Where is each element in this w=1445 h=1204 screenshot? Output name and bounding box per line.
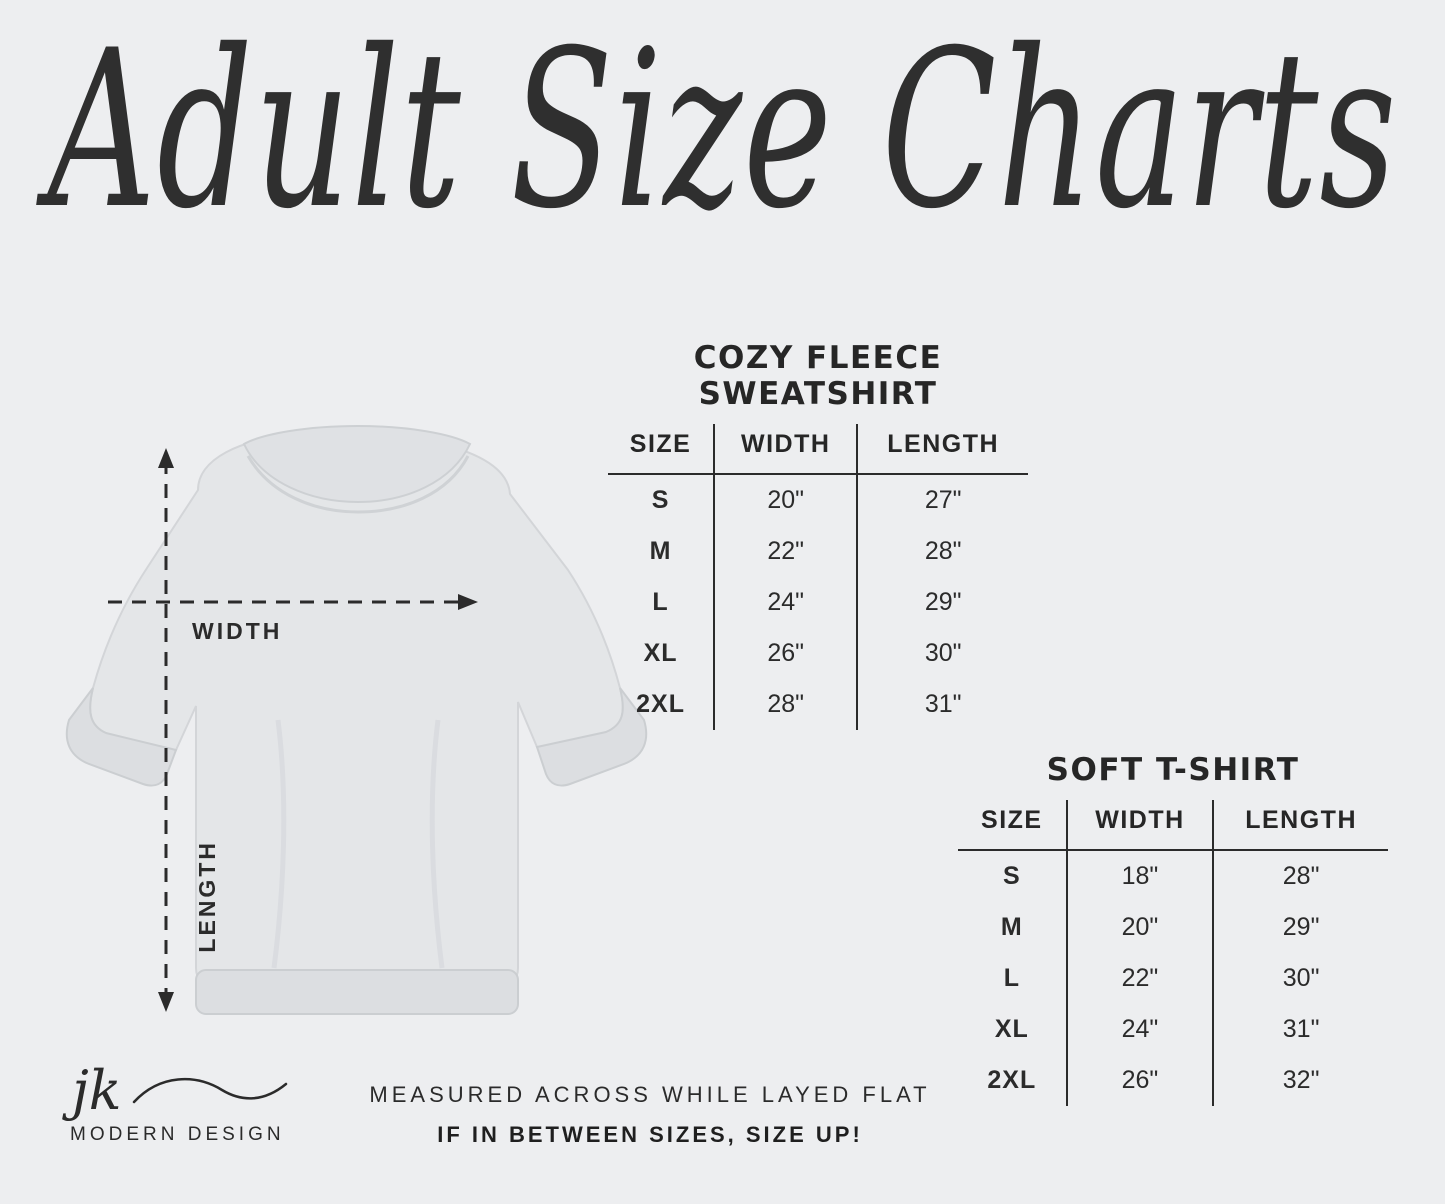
page-title-wrap — [0, 4, 1445, 258]
cell-size: XL — [958, 1004, 1067, 1055]
cell-length: 30" — [924, 639, 962, 667]
cell-width: 22" — [714, 526, 857, 577]
table-row — [608, 526, 1028, 577]
cell-length: 27" — [924, 486, 962, 514]
table-header-row — [608, 424, 1028, 474]
cell-length: 31" — [924, 690, 962, 718]
cell-size: S — [958, 850, 1067, 902]
logo-wordmark: MODERN DESIGN — [70, 1124, 285, 1145]
cell-length: 28" — [1282, 862, 1320, 890]
chart-title-sweatshirt: COZY FLEECE SWEATSHIRT — [693, 340, 943, 412]
column-header-width: WIDTH — [1067, 800, 1214, 850]
cell-width: 20" — [1067, 902, 1214, 953]
footer-note — [330, 1082, 970, 1148]
table-row — [608, 474, 1028, 526]
table-row — [958, 1055, 1388, 1106]
cell-width: 24" — [714, 577, 857, 628]
cell-size: XL — [608, 628, 714, 679]
garment-illustration — [48, 420, 648, 1060]
chart-title-tshirt: SOFT T-SHIRT — [1046, 752, 1300, 788]
table-row — [958, 953, 1388, 1004]
column-header-length: LENGTH — [887, 430, 1000, 458]
page-title: Adult Size Charts — [47, 4, 1398, 258]
cell-size: L — [608, 577, 714, 628]
cell-width: 28" — [714, 679, 857, 730]
table-row — [608, 679, 1028, 730]
cell-length: 31" — [1282, 1015, 1320, 1043]
cell-width: 22" — [1067, 953, 1214, 1004]
size-up-note: IF IN BETWEEN SIZES, SIZE UP! — [437, 1122, 863, 1147]
swoosh-icon — [130, 1068, 300, 1120]
cell-length: 32" — [1282, 1066, 1320, 1094]
table-row — [958, 902, 1388, 953]
cell-length: 29" — [924, 588, 962, 616]
cell-width: 26" — [714, 628, 857, 679]
cell-size: M — [608, 526, 714, 577]
column-header-width: WIDTH — [714, 424, 857, 474]
cell-width: 26" — [1067, 1055, 1214, 1106]
column-header-size: SIZE — [958, 800, 1067, 850]
logo-monogram: jk — [72, 1059, 122, 1122]
cell-size: 2XL — [958, 1055, 1067, 1106]
length-dimension-label: LENGTH — [194, 840, 220, 953]
cell-width: 18" — [1067, 850, 1214, 902]
cell-length: 28" — [924, 537, 962, 565]
cell-width: 20" — [714, 474, 857, 526]
sweatshirt-graphic — [48, 420, 648, 1060]
size-table-tshirt — [958, 800, 1388, 1106]
cell-size: S — [608, 474, 714, 526]
brand-logo — [60, 1059, 300, 1174]
cell-length: 30" — [1282, 964, 1320, 992]
size-chart-tshirt — [958, 752, 1388, 1106]
column-header-length: LENGTH — [1245, 806, 1358, 834]
cell-width: 24" — [1067, 1004, 1214, 1055]
cell-size: L — [958, 953, 1067, 1004]
table-row — [958, 1004, 1388, 1055]
table-header-row — [958, 800, 1388, 850]
cell-size: 2XL — [608, 679, 714, 730]
width-dimension-label: WIDTH — [192, 618, 283, 644]
measurement-note: MEASURED ACROSS WHILE LAYED FLAT — [369, 1082, 931, 1107]
table-row — [608, 628, 1028, 679]
size-chart-sweatshirt — [608, 340, 1028, 730]
column-header-size: SIZE — [608, 424, 714, 474]
cell-size: M — [958, 902, 1067, 953]
table-row — [958, 850, 1388, 902]
table-row — [608, 577, 1028, 628]
cell-length: 29" — [1282, 913, 1320, 941]
size-table-sweatshirt — [608, 424, 1028, 730]
